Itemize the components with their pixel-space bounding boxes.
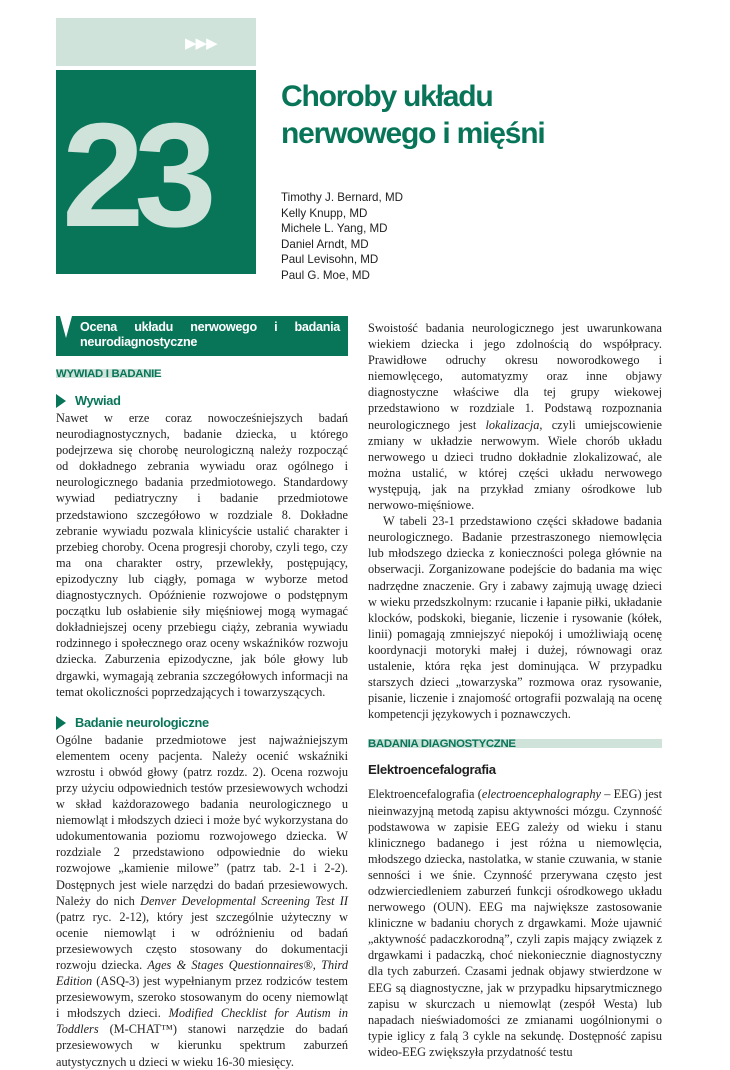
text-run: , czyli umiejscowienie zmiany w układzie nerwowym. Wiele chorób układu nerwowego u dzieci trudno dokładnie zlokalizować, ale można ustalić, w której części układu nerwowego występują, jak na przykład zmiany ośrodkowe lub nerwowo-mięśniowe. bbox=[368, 417, 662, 513]
left-column bbox=[56, 316, 348, 1070]
author-list bbox=[281, 190, 403, 284]
right-column bbox=[368, 320, 662, 1060]
wywiad-heading bbox=[56, 392, 348, 410]
triangle-bullet-icon bbox=[56, 394, 66, 408]
swoistosc-paragraph bbox=[368, 320, 662, 513]
italic-run: Ages & Stages Questionnaires®, Third Edition bbox=[56, 958, 348, 989]
text-run: (ASQ-3) jest wypełnianym przez rodziców testem przesiewowym, szeroko stosowanym do oceny niemowląt i młodszych dzieci. bbox=[56, 974, 348, 1021]
chapter-title-line: nerwowego i mięśni bbox=[281, 117, 545, 150]
subsection-title: BADANIA DIAGNOSTYCZNE bbox=[368, 738, 516, 751]
section-notch-icon bbox=[60, 316, 72, 338]
chapter-title bbox=[281, 78, 701, 152]
badanie-heading-label: Badanie neurologiczne bbox=[75, 714, 209, 730]
eeg-heading: Elektroencefalografia bbox=[368, 762, 496, 778]
subsection-bar-heading bbox=[56, 366, 348, 380]
italic-run: electroencephalography bbox=[481, 787, 601, 802]
chapter-title-line: Choroby układu bbox=[281, 80, 493, 113]
badanie-heading bbox=[56, 714, 348, 732]
subsection-title: WYWIAD I BADANIE bbox=[56, 368, 162, 380]
chapter-number: 23 bbox=[62, 93, 207, 258]
tabela-paragraph: W tabeli 23-1 przedstawiono części składowe badania neurologicznego. Badanie przestraszonego niemowlęcia lub młodszego dziecka z konieczności polega głównie na obserwacji. Zorganizowane podejście do badania ma więc nadrzędne znaczenie. Gry i zabawy zajmują uwagę dzieci w wieku przedszkolnym: rzucanie i łapanie piłki, układanie klocków, podskoki, bieganie, liczenie i rysowanie (kółek, linii) pomagają zmniejszyć niepokój i umożliwiają ocenę koordynacji motoryki małej i dużej, równowagi oraz ustalenie, która ręka jest dominująca. W przypadku starszych dzieci „towarzyska” rozmowa oraz rysowanie, pisanie, liczenie i znajomość ortografii pozwalają na ocenę kompetencji językowych i poznawczych. bbox=[368, 514, 662, 722]
wywiad-heading-label: Wywiad bbox=[75, 392, 121, 408]
italic-run: lokalizacja bbox=[485, 417, 540, 432]
author: Michele L. Yang, MD bbox=[281, 222, 388, 236]
text-run: (M-CHAT™) stanowi narzędzie do badań przesiewowych w kierunku spektrum zaburzeń autystycznych u dzieci w wieku 16-30 miesięcy. bbox=[56, 1022, 348, 1069]
italic-run: Modified Checklist for Autism in Toddlers bbox=[56, 1006, 348, 1037]
triangle-bullet-icon bbox=[56, 716, 66, 730]
text-run: Ogólne badanie przedmiotowe jest najważniejszym elementem oceny pacjenta. Należy ocenić wskaźniki wzrostu i obwód głowy (patrz rozdz. 2). Ocena rozwoju przy użyciu odpowiednich testów przesiewowych wchodzi w skład każdorazowego badania neurologicznego u niemowląt i młodszych dzieci i może być wykorzystana do udokumentowania poziomu rozwojowego dziecka. W rozdziale 2 przedstawiono odpowiednie do wieku rozwojowe „kamienie milowe” (patrz tab. 2-1 i 2-2). Dostępnych jest wiele narzędzi do badań przesiewowych. Należy do nich bbox=[56, 732, 348, 908]
italic-run: Denver Developmental Screening Test II bbox=[140, 893, 348, 908]
subsection-bar-heading bbox=[368, 736, 662, 750]
author: Paul Levisohn, MD bbox=[281, 253, 379, 267]
author: Timothy J. Bernard, MD bbox=[281, 191, 403, 204]
text-run: – EEG) jest nieinwazyjną metodą zapisu aktywności mózgu. Czynność podstawowa w zapisie EEG zależy od wieku i stanu klinicznego badanego i jest różna u niemowlęcia, młodszego dziecka, nastolatka, w stanie czuwania, w stanie senności i we śnie. Czynność przerywana często jest odzwierciedleniem zaburzeń funkcji ośrodkowego układu nerwowego (OUN). EEG ma największe zastosowanie kliniczne w badaniu chorych z drgawkami. Może ujawnić „aktywność padaczkorodną”, czyli zapis mający związek z drgawkami i padaczką, choć niekoniecznie diagnostyczny dla tych zaburzeń. Czasami jednak objawy stwierdzone w EEG są diagnostyczne, jak w przypadku hipsarytmicznego zapisu w skurczach u niemowląt (zespół Westa) lub napadach nieświadomości ze zmianami uogólnionymi o typie iglicy z falą 3 cykle na sekundę. Dostępność zapisu wideo-EEG zwiększyła przydatność testu bbox=[368, 787, 662, 1059]
chapter-header-light-box bbox=[56, 18, 256, 66]
section-title: Ocena układu nerwowego i badania neurodiagnostyczne bbox=[80, 320, 340, 349]
text-run: Swoistość badania neurologicznego jest uwarunkowana wiekiem dziecka i jego zdolnością do współpracy. Prawidłowe odruchy okresu noworodkowego i niemowlęcego, automatyzmy oraz inne objawy diagnostyczne właściwe dla tej grupy wiekowej przedstawiono w rozdziale 1. Podstawą rozpoznania neurologicznego jest bbox=[368, 321, 662, 432]
author: Daniel Arndt, MD bbox=[281, 237, 369, 251]
badanie-paragraph bbox=[56, 732, 348, 1070]
author: Paul G. Moe, MD bbox=[281, 268, 370, 282]
author: Kelly Knupp, MD bbox=[281, 206, 368, 220]
wywiad-paragraph: Nawet w erze coraz nowocześniejszych badań neurodiagnostycznych, badanie dziecka, u którego podejrzewa się chorobę neurologiczną należy rozpocząć od dokładnego zebrania wywiadu oraz ogólnego i neurologicznego badania przedmiotowego. Standardowy wywiad pediatryczny i badanie przedmiotowe przedstawiono szczegółowo w rozdziale 8. Dokładne zebranie wywiadu pozwala klinicyście ustalić charakter i przebieg choroby. Ocena progresji choroby, czyli tego, czy ma ona charakter ostry, przewlekły, postępujący, epizodyczny lub ciągły, pomaga w wyborze metod diagnostycznych. Opóźnienie rozwojowe o podstępnym początku lub osłabienie siły mięśniowej mogą wymagać dokładniejszej oceny przebiegu ciąży, zebrania wywiadu rodzinnego i społecznego oraz oceny wskaźników rozwoju dziecka. Zaburzenia epizodyczne, jak bóle głowy lub drgawki, wymagają zebrania szczegółowych informacji na temat okoliczności poprzedzających i towarzyszących. bbox=[56, 411, 348, 699]
section-header bbox=[56, 316, 348, 356]
text-run: (patrz ryc. 2-12), który jest szczególnie użyteczny w ocenie niemowląt i w odróżnieniu od badań przesiewowych często stosowany do dokumentacji rozwoju dziecka. bbox=[56, 909, 348, 972]
eeg-paragraph bbox=[368, 786, 662, 1060]
text-run: Elektroencefalografia ( bbox=[368, 787, 482, 802]
spacer bbox=[368, 778, 662, 786]
triple-arrow-icon: ▶▶▶ bbox=[185, 34, 217, 52]
